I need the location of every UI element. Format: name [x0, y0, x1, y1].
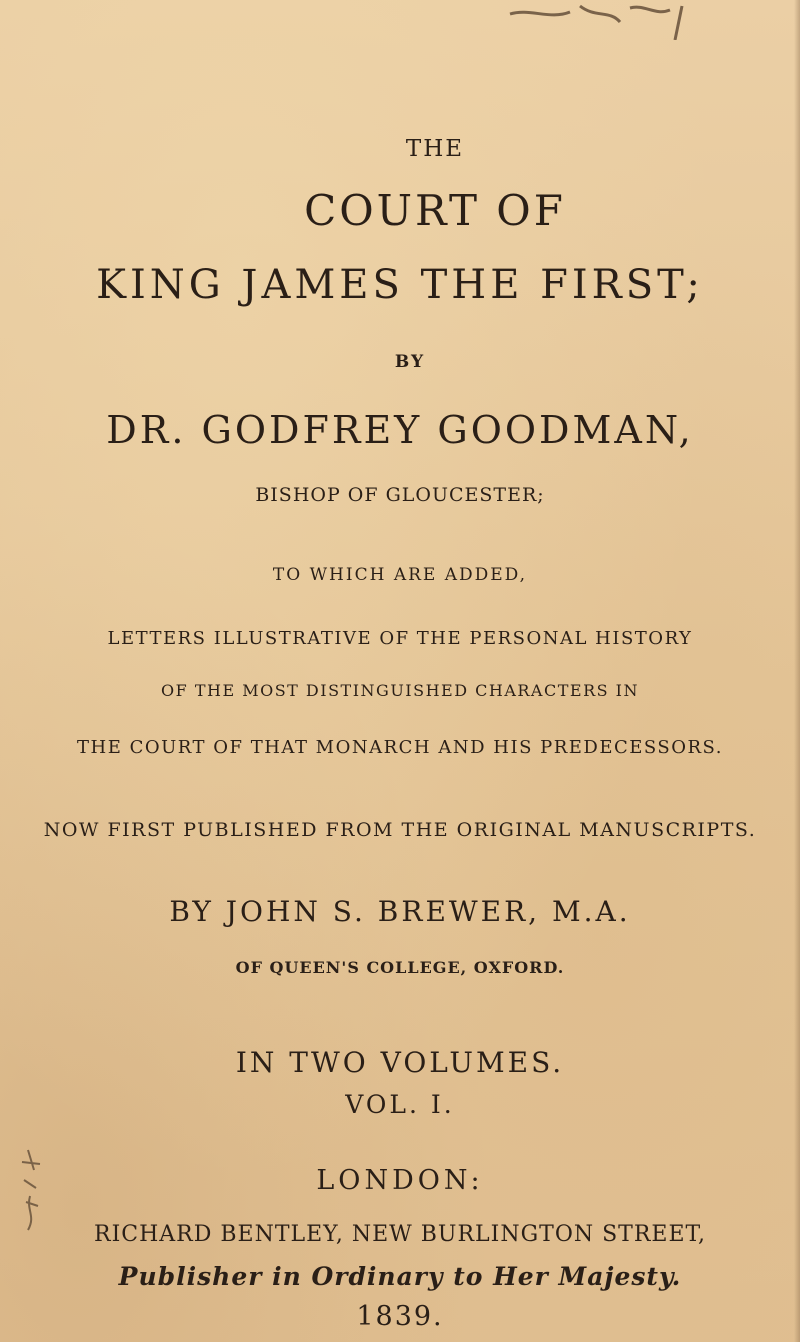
volumes-count: IN TWO VOLUMES. [235, 1046, 565, 1079]
by-label: BY [394, 352, 426, 372]
author-title: BISHOP OF GLOUCESTER; [255, 484, 545, 506]
imprint-publisher: RICHARD BENTLEY, NEW BURLINGTON STREET, [94, 1222, 706, 1247]
editor-name: BY JOHN S. BREWER, M.A. [169, 895, 631, 928]
editor-college: OF QUEEN'S COLLEGE, OXFORD. [235, 958, 565, 977]
imprint-year: 1839. [356, 1301, 444, 1332]
letters-line-3: THE COURT OF THAT MONARCH AND HIS PREDECESSORS. [77, 737, 723, 758]
handwritten-mark-top [470, 0, 800, 40]
title-court-of: COURT OF [304, 186, 566, 235]
title-king-james: KING JAMES THE FIRST; [96, 262, 704, 308]
publisher-role: Publisher in Ordinary to Her Majesty. [118, 1262, 682, 1291]
letters-line-2: OF THE MOST DISTINGUISHED CHARACTERS IN [161, 681, 639, 700]
letters-line-1: LETTERS ILLUSTRATIVE OF THE PERSONAL HISTORY [107, 628, 693, 649]
now-first-published: NOW FIRST PUBLISHED FROM THE ORIGINAL MANUSCRIPTS. [43, 819, 757, 841]
volume-number: VOL. I. [345, 1090, 455, 1119]
title-the: THE [405, 136, 465, 162]
imprint-place: LONDON: [316, 1165, 484, 1196]
author-name: DR. GODFREY GOODMAN, [106, 408, 694, 452]
to-which-added: TO WHICH ARE ADDED, [272, 565, 528, 585]
